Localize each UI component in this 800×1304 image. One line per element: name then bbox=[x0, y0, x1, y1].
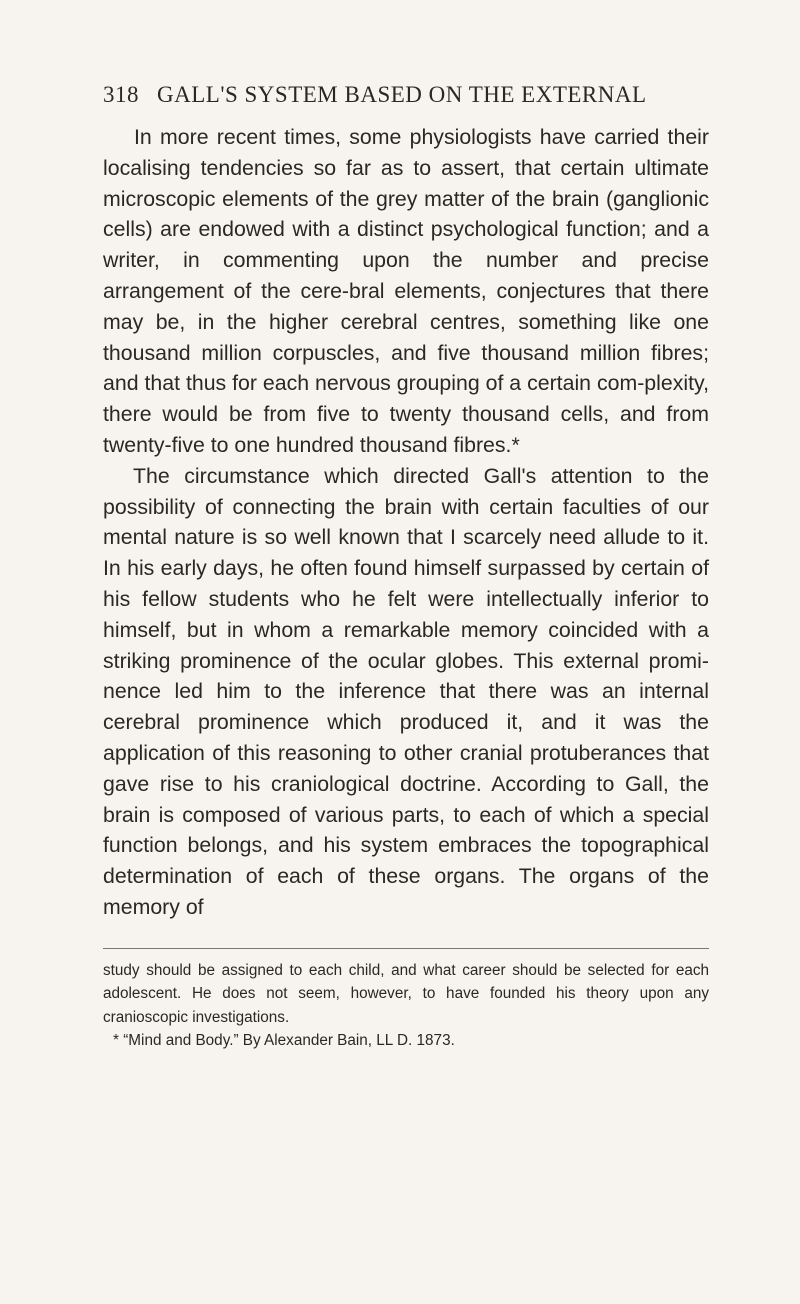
page-number: 318 bbox=[103, 82, 139, 107]
paragraph: In more recent times, some physiologists have carried their localising tendencies so far as to assert, that certain ultimate microscopic elements of the grey matter of the brain (ganglionic cells) are endowed with a distinct psychological function; and a writer, in commenting upon the number and precise arrangement of the cere-bral elements, conjectures that there may be, in the higher cerebral centres, something like one thousand million corpuscles, and five thousand million fibres; and that thus for each nervous grouping of a certain com-plexity, there would be from five to twenty thousand cells, and from twenty-five to one hundred thousand fibres.* bbox=[103, 125, 709, 457]
body-text bbox=[103, 122, 709, 923]
footnotes bbox=[103, 959, 709, 1053]
running-title: GALL'S SYSTEM BASED ON THE EXTERNAL bbox=[157, 82, 647, 107]
footnote-continuation: study should be assigned to each child, and what career should be selected for each adolescent. He does not seem, however, to have founded his theory upon any cranioscopic investigations. bbox=[103, 961, 709, 1026]
book-page bbox=[103, 82, 709, 1053]
footnote: * “Mind and Body.” By Alexander Bain, LL D. 1873. bbox=[113, 1032, 455, 1050]
footnote-divider bbox=[103, 948, 709, 949]
running-header bbox=[103, 82, 709, 108]
paragraph: The circumstance which directed Gall's attention to the possibility of connecting the brain with certain faculties of our mental nature is so well known that I scarcely need allude to it. In his early days, he often found himself surpassed by certain of his fellow students who he felt were intellectually inferior to himself, but in whom a remarkable memory coincided with a striking prominence of the ocular globes. This external promi-nence led him to the inference that there was an internal cerebral prominence which produced it, and it was the application of this reasoning to other cranial protuberances that gave rise to his craniological doctrine. According to Gall, the brain is composed of various parts, to each of which a special function belongs, and his system embraces the topographical determination of each of these organs. The organs of the memory of bbox=[103, 463, 709, 919]
